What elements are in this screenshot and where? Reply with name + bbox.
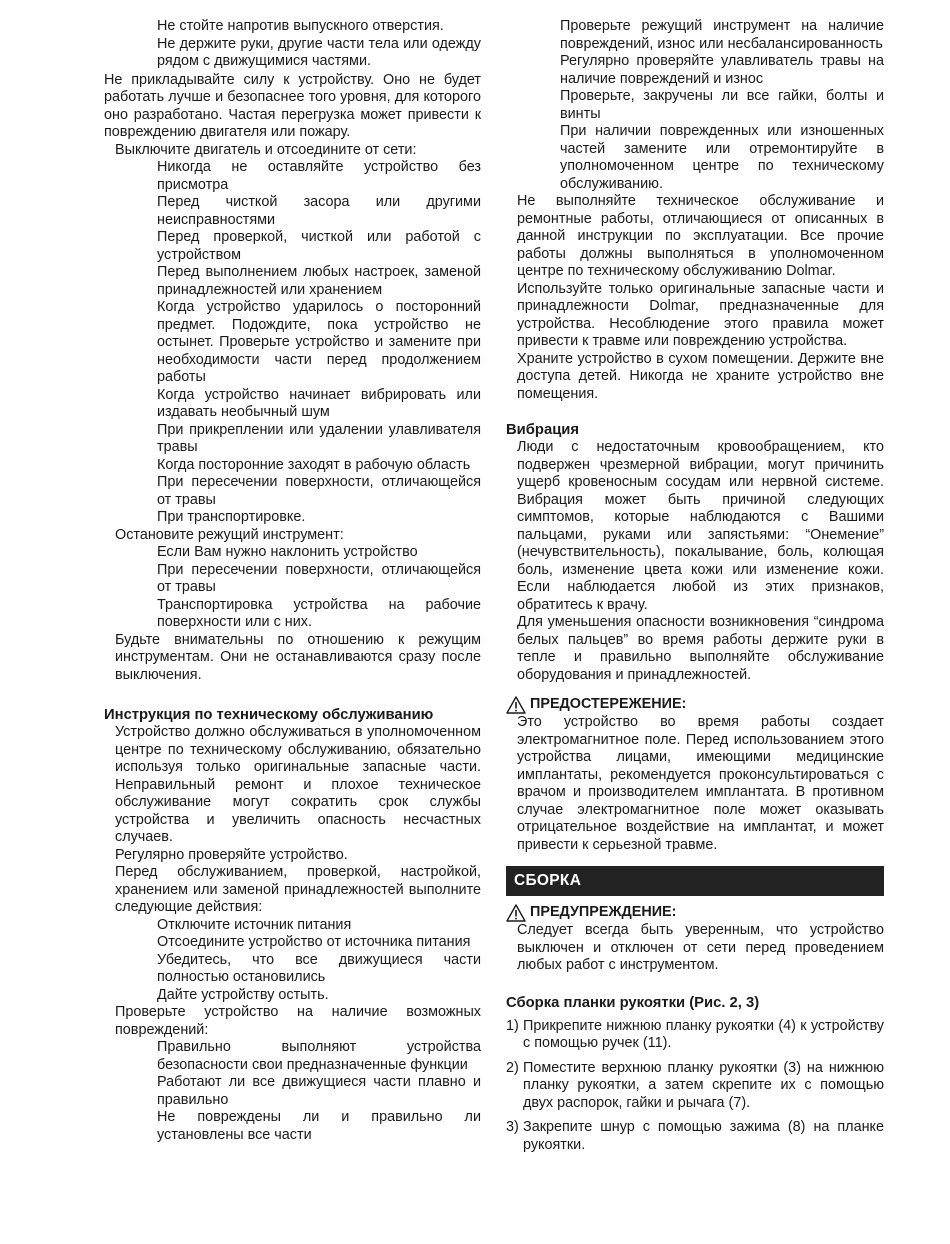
step-text: Прикрепите нижнюю планку рукоятки (4) к устройству с помощью ручек (11). [523, 1017, 884, 1051]
list-item [506, 1119, 884, 1154]
step-number: 2) [506, 1059, 519, 1076]
paragraph: Не держите руки, другие части тела или одежду рядом с движущимися частями. [157, 35, 481, 69]
paragraph: Транспортировка устройства на рабочие поверхности или с них. [157, 596, 481, 630]
paragraph: Работают ли все движущиеся части плавно и правильно [157, 1074, 481, 1108]
paragraph: Когда устройство ударилось о посторонний предмет. Подождите, пока устройство не остынет. Проверьте устройство и замените при необходимости части перед продолжением работы [157, 299, 481, 385]
paragraph: Не стойте напротив выпускного отверстия. [157, 18, 444, 34]
paragraph: Правильно выполняют устройства безопасности свои предназначенные функции [157, 1039, 481, 1073]
paragraph: Перед выполнением любых настроек, заменой принадлежностей или хранением [157, 264, 481, 298]
paragraph: Отключите источник питания [157, 916, 352, 933]
step-number: 3) [506, 1119, 519, 1135]
warning-triangle-icon [506, 696, 526, 714]
warning-triangle-icon [506, 904, 526, 922]
paragraph: Дайте устройству остыть. [157, 986, 329, 1003]
paragraph: Никогда не оставляйте устройство без присмотра [157, 159, 481, 193]
paragraph: Для уменьшения опасности возникновения “синдрома белых пальцев” во время работы держите руки в тепле и правильно выполняйте обслуживание оборудования и принадлежностей. [517, 614, 884, 683]
paragraph: При пересечении поверхности, отличающейся от травы [157, 561, 481, 595]
paragraph: Перед чисткой засора или другими неисправностями [157, 194, 481, 228]
step-text: Закрепите шнур с помощью зажима (8) на планке рукоятки. [523, 1119, 884, 1153]
paragraph: Проверьте, закручены ли все гайки, болты и винты [560, 88, 884, 122]
paragraph: Когда устройство начинает вибрировать или издавать необычный шум [157, 386, 481, 420]
caution-label: ПРЕДОСТЕРЕЖЕНИЕ: [530, 696, 687, 713]
paragraph: Не прикладывайте силу к устройству. Оно не будет работать лучше и безопаснее того уровня, для которого оно разработано. Частая перегрузка может привести к повреждению двигателя или пожару. [104, 71, 481, 140]
paragraph: Устройство должно обслуживаться в уполномоченном центре по техническому обслуживанию, обязательно используя только оригинальные запасные части. Неправильный ремонт и плохое техническое обслуживание могут сократить срок службы устройства и увеличить опасность несчастных случаев. [115, 724, 481, 845]
caution-title [506, 696, 884, 714]
list-item [506, 1018, 884, 1053]
paragraph: Проверьте устройство на наличие возможных повреждений: [115, 1004, 481, 1038]
paragraph: Если Вам нужно наклонить устройство [157, 544, 418, 560]
list-item [506, 1060, 884, 1113]
warning-label: ПРЕДУПРЕЖДЕНИЕ: [530, 904, 677, 921]
step-text: Поместите верхнюю планку рукоятки (3) на нижнюю планку рукоятки, а затем скрепите их с помощью двух распорок, гайки и рычага (7). [523, 1059, 884, 1111]
left-column [104, 18, 481, 1144]
paragraph: Храните устройство в сухом помещении. Держите вне доступа детей. Никогда не храните устройство вне помещения. [517, 350, 884, 402]
paragraph: Следует всегда быть уверенным, что устройство выключен и отключен от сети перед проведением любых работ с инструментом. [517, 922, 884, 973]
right-column [506, 18, 884, 1154]
warning-title [506, 904, 884, 922]
paragraph: Используйте только оригинальные запасные части и принадлежности Dolmar, предназначенные для устройства. Несоблюдение этого правила может привести к травме или повреждению устройства. [517, 280, 884, 349]
paragraph: Остановите режущий инструмент: [115, 526, 344, 543]
paragraph: Регулярно проверяйте улавливатель травы на наличие повреждений и износ [560, 53, 884, 87]
paragraph: Не выполняйте техническое обслуживание и ремонтные работы, отличающиеся от описанных в данной инструкции по эксплуатации. Все прочие работы должны выполняться в уполномоченном центре по техническому обслуживанию Dolmar. [517, 193, 884, 279]
section-title: СБОРКА [514, 872, 582, 889]
vibration-heading: Вибрация [506, 422, 580, 438]
paragraph: Перед обслуживанием, проверкой, настройкой, хранением или заменой принадлежностей выполните следующие действия: [115, 864, 481, 915]
section-heading: Инструкция по техническому обслуживанию [104, 707, 434, 723]
paragraph: Убедитесь, что все движущиеся части полностью остановились [157, 951, 481, 985]
paragraph: При прикреплении или удалении улавливателя травы [157, 421, 481, 455]
section-bar [506, 866, 884, 896]
paragraph: Это устройство во время работы создает электромагнитное поле. Перед использованием этого устройства лицами, имеющими медицинские имплантаты, рекомендуется проконсультироваться с врачом и производителем имплантата. В противном случае электромагнитное поле может оказывать отрицательное воздействие на имплантат, и может привести к серьезной травме. [517, 714, 884, 853]
paragraph: При транспортировке. [157, 509, 306, 525]
paragraph: Регулярно проверяйте устройство. [115, 846, 348, 863]
paragraph: Будьте внимательны по отношению к режущим инструментам. Они не останавливаются сразу после выключения. [115, 631, 481, 683]
step-number: 1) [506, 1017, 519, 1034]
paragraph: При пересечении поверхности, отличающейся от травы [157, 474, 481, 508]
paragraph: Когда посторонние заходят в рабочую область [157, 456, 471, 473]
assembly-heading: Сборка планки рукоятки (Рис. 2, 3) [506, 994, 760, 1011]
paragraph: Не повреждены ли и правильно ли установлены все части [157, 1109, 481, 1143]
paragraph: Люди с недостаточным кровообращением, кто подвержен чрезмерной вибрации, могут причинить ущерб кровеносным сосудам или нервной системе. Вибрация может быть причиной следующих симптомов, которые наблюдаются с Вашими пальцами, руками или запястьями: “Онемение” (нечувствительность), покалывание, боль, колющая боль, изменение цвета кожи или изменение кожи. Если наблюдается любой из этих признаков, обратитесь к врачу. [517, 439, 884, 613]
paragraph: Отсоедините устройство от источника питания [157, 934, 471, 950]
paragraph: Выключите двигатель и отсоедините от сети: [115, 141, 417, 158]
paragraph: Проверьте режущий инструмент на наличие повреждений, износ или несбалансированность [560, 18, 884, 52]
paragraph: При наличии поврежденных или изношенных частей замените или отремонтируйте в уполномоченном центре по техническому обслуживанию. [560, 123, 884, 192]
paragraph: Перед проверкой, чисткой или работой с устройством [157, 229, 481, 263]
